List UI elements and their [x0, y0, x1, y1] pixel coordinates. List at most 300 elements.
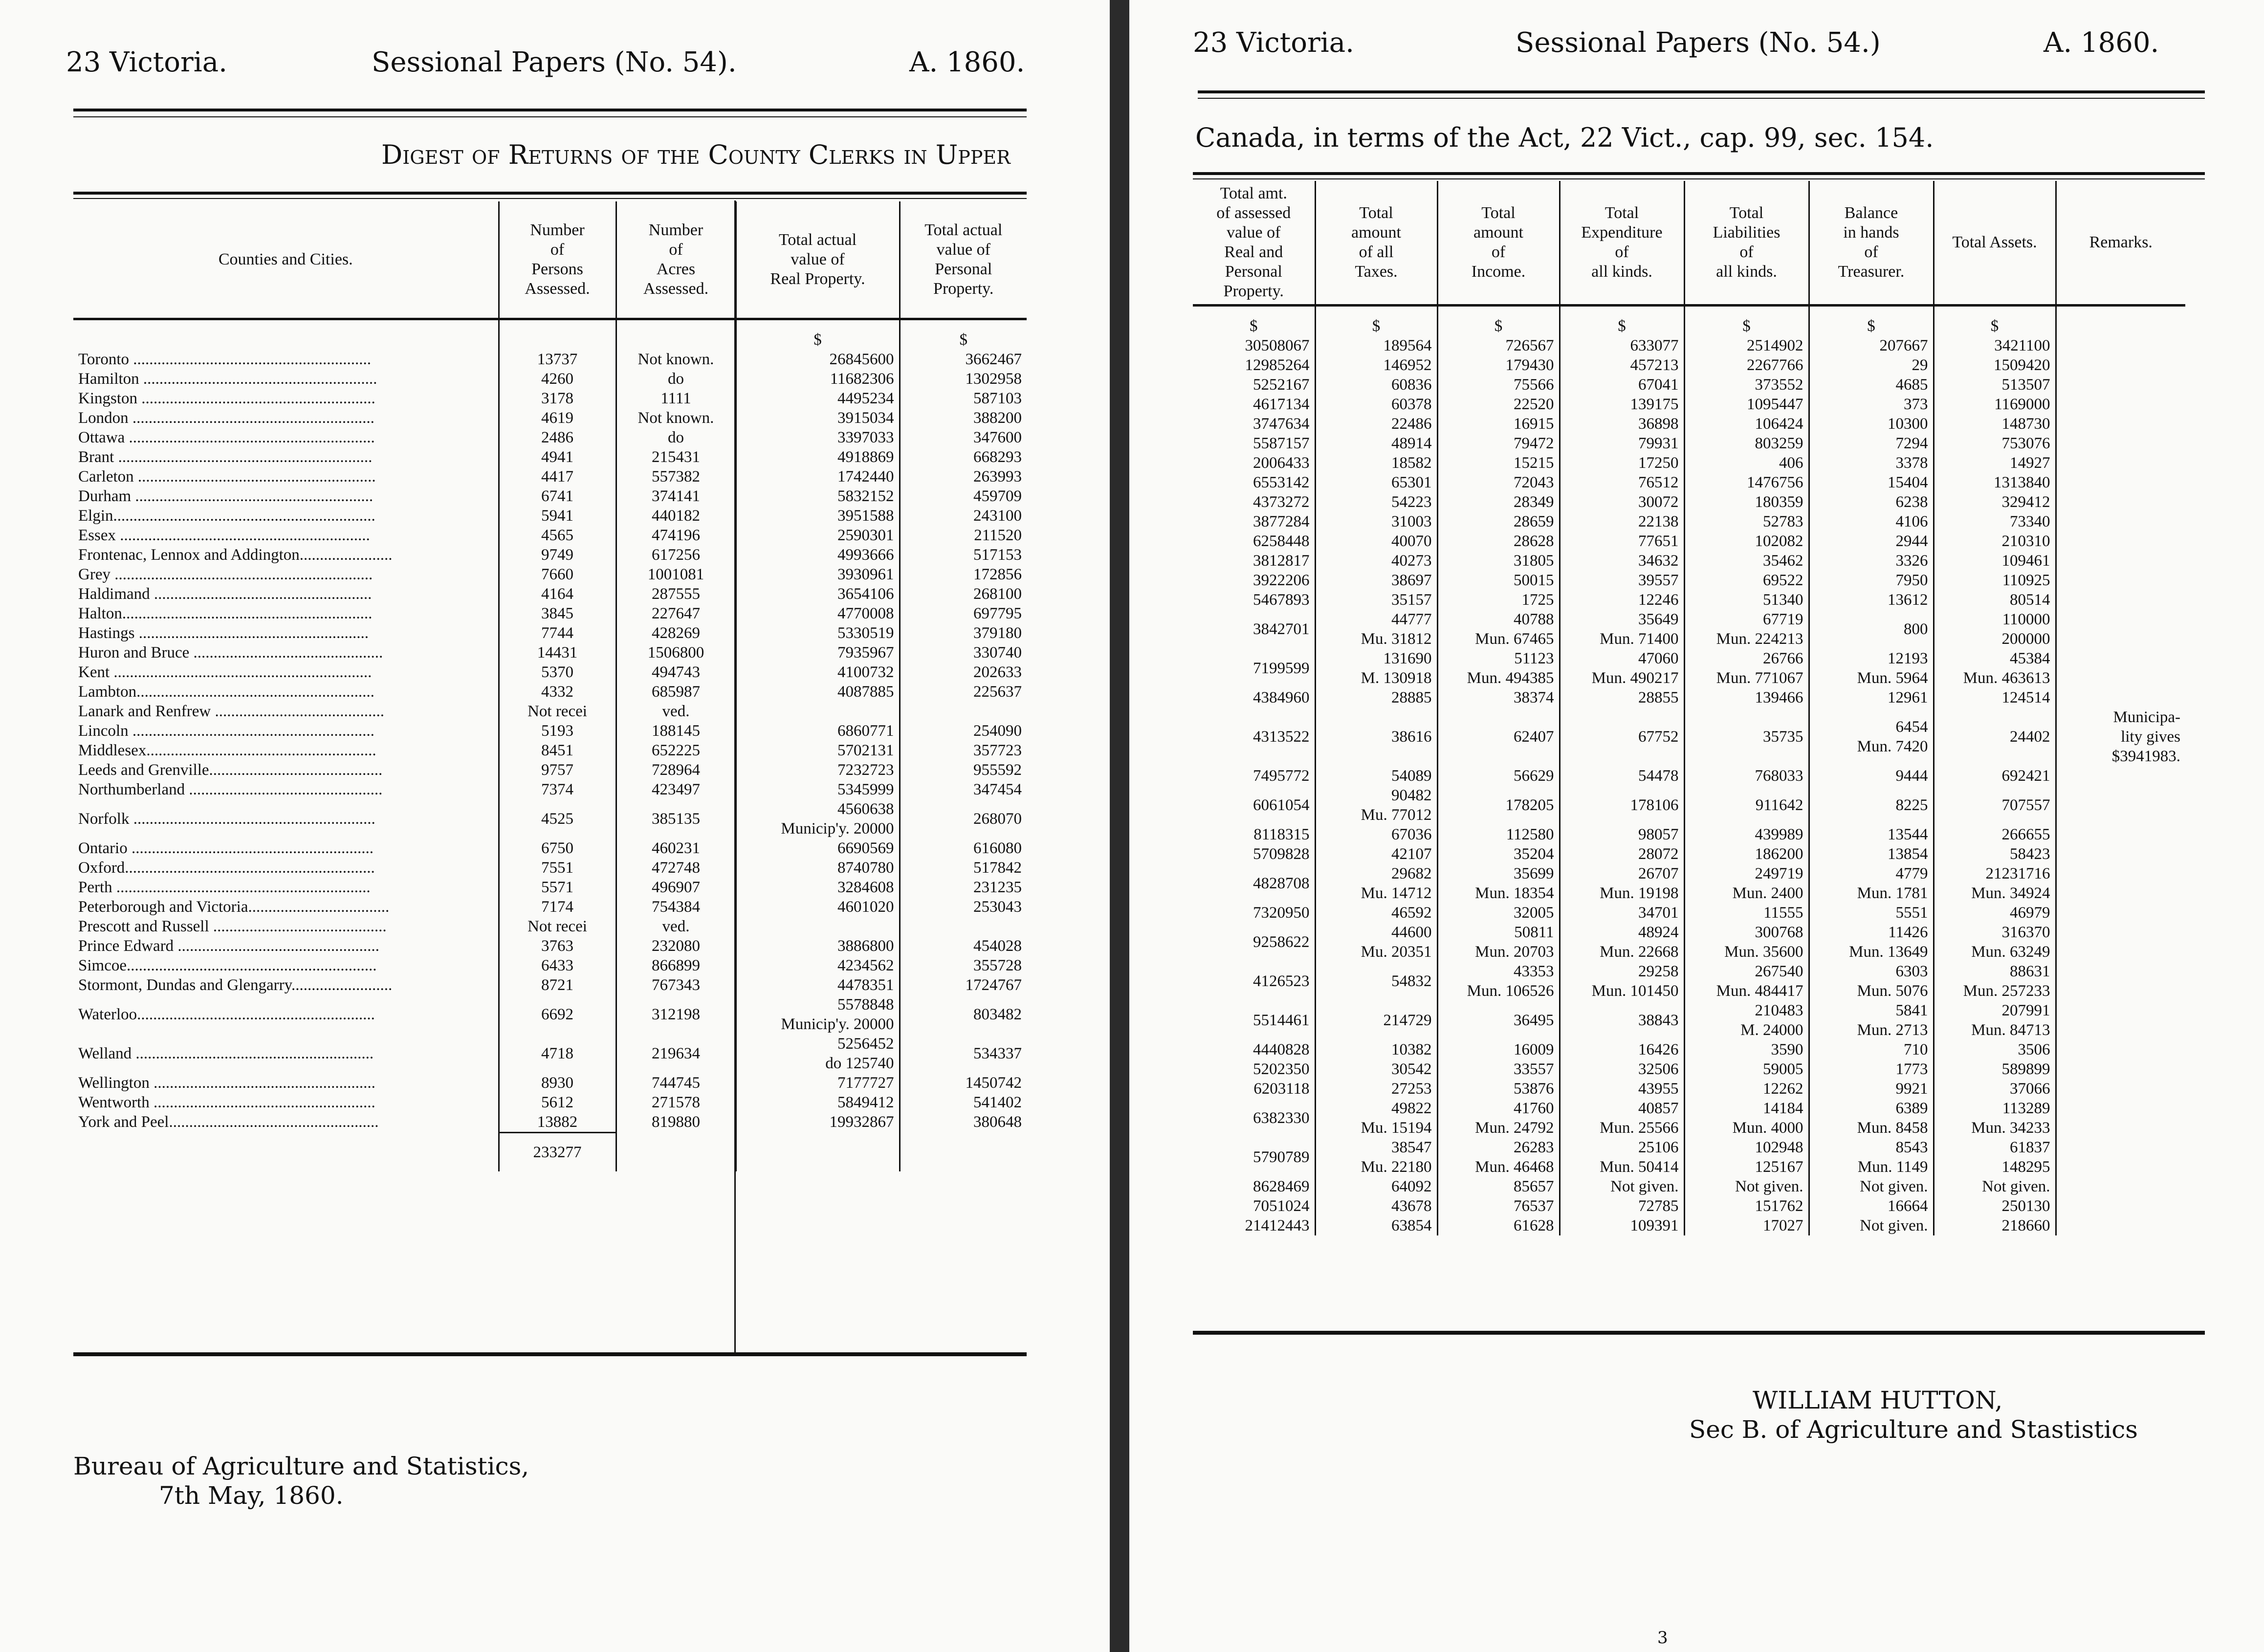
- value-cell: ved.: [616, 917, 736, 936]
- value-cell: 27253: [1315, 1079, 1437, 1099]
- value-cell: 16426: [1560, 1040, 1684, 1059]
- table-row: [73, 721, 1027, 741]
- value-cell: 90482 Mu. 77012: [1315, 786, 1437, 825]
- value-cell: 692421: [1934, 766, 2056, 786]
- value-cell: 589899: [1934, 1059, 2056, 1079]
- value-cell: 28855: [1560, 688, 1684, 707]
- column-header: Total amt. of assessed value of Real and Personal Property.: [1193, 181, 1315, 306]
- value-cell: 54832: [1315, 962, 1437, 1001]
- county-name-cell: Lanark and Renfrew ..........................................: [78, 702, 384, 720]
- value-cell: 6750: [499, 838, 616, 858]
- value-cell: [2056, 492, 2185, 512]
- value-cell: 4373272: [1253, 493, 1310, 511]
- value-cell: 40273: [1315, 551, 1437, 571]
- value-cell: 3421100: [1934, 336, 2056, 355]
- value-cell: 373552: [1684, 375, 1809, 395]
- value-cell: 4918869: [736, 447, 900, 467]
- value-cell: 5841 Mun. 2713: [1809, 1001, 1934, 1040]
- table-row: [1193, 844, 2185, 864]
- county-name-cell: Prince Edward ..................................................: [78, 937, 379, 955]
- value-cell: 64092: [1315, 1177, 1437, 1196]
- value-cell: 53876: [1437, 1079, 1560, 1099]
- value-cell: 4106: [1809, 512, 1934, 531]
- value-cell: 728964: [616, 760, 736, 780]
- county-name-cell: Welland ...........................................................: [78, 1044, 374, 1062]
- value-cell: 29: [1809, 355, 1934, 375]
- value-cell: 4525: [499, 799, 616, 838]
- value-cell: 768033: [1684, 766, 1809, 786]
- value-cell: 46592: [1315, 903, 1437, 923]
- value-cell: 243100: [900, 506, 1027, 526]
- value-cell: 316370 Mun. 63249: [1934, 923, 2056, 962]
- value-cell: Not recei: [499, 702, 616, 721]
- title-rule: [73, 192, 1027, 195]
- value-cell: 8451: [499, 741, 616, 760]
- table-row: [1193, 962, 2185, 1001]
- value-cell: 4941: [499, 447, 616, 467]
- value-cell: [2056, 590, 2185, 610]
- unit-label: $: [736, 319, 900, 350]
- table-row: [73, 936, 1027, 956]
- value-cell: 8225: [1809, 786, 1934, 825]
- table-row: [1193, 453, 2185, 473]
- total-cell: [73, 1132, 499, 1171]
- county-name-cell: Peterborough and Victoria...................................: [78, 898, 390, 916]
- value-cell: 457213: [1560, 355, 1684, 375]
- value-cell: 179430: [1437, 355, 1560, 375]
- value-cell: 40070: [1315, 531, 1437, 551]
- table-row: [73, 369, 1027, 389]
- value-cell: 12246: [1560, 590, 1684, 610]
- value-cell: 180359: [1684, 492, 1809, 512]
- value-cell: 79931: [1560, 434, 1684, 453]
- value-cell: 67719 Mun. 224213: [1684, 610, 1809, 649]
- unit-label: [499, 319, 616, 350]
- value-cell: 5370: [499, 662, 616, 682]
- value-cell: 12961: [1809, 688, 1934, 707]
- county-name-cell: Haldimand ......................................................: [78, 585, 372, 603]
- left-data-table: [73, 201, 1027, 1171]
- value-cell: 4617134: [1253, 396, 1310, 413]
- value-cell: 7950: [1809, 571, 1934, 590]
- county-name-cell: Lambton...........................................................: [78, 683, 374, 701]
- value-cell: 330740: [900, 643, 1027, 662]
- value-cell: 63854: [1315, 1216, 1437, 1235]
- table-bottom-rule-right: [1193, 1331, 2205, 1335]
- value-cell: 4779 Mun. 1781: [1809, 864, 1934, 903]
- value-cell: 139175: [1560, 395, 1684, 414]
- header-session-right: 23 Victoria.: [1193, 27, 1354, 59]
- column-header: Number of Persons Assessed.: [499, 201, 616, 319]
- value-cell: 6238: [1809, 492, 1934, 512]
- table-row: [1193, 531, 2185, 551]
- table-row: [73, 1073, 1027, 1093]
- value-cell: [2056, 766, 2185, 786]
- value-cell: [2056, 531, 2185, 551]
- value-cell: 172856: [900, 565, 1027, 584]
- value-cell: [2056, 786, 2185, 825]
- table-row: [1193, 1099, 2185, 1138]
- value-cell: 3922206: [1253, 572, 1310, 589]
- value-cell: 2944: [1809, 531, 1934, 551]
- county-name-cell: Elgin.................................................................: [78, 507, 375, 525]
- value-cell: 3930961: [736, 565, 900, 584]
- value-cell: 40857 Mun. 25566: [1560, 1099, 1684, 1138]
- value-cell: Not recei: [499, 917, 616, 936]
- value-cell: 1506800: [616, 643, 736, 662]
- county-name-cell: Grey ................................................................: [78, 565, 373, 583]
- value-cell: 49822 Mu. 15194: [1315, 1099, 1437, 1138]
- value-cell: 38616: [1315, 707, 1437, 766]
- county-name-cell: Kent ................................................................: [78, 663, 372, 681]
- right-data-table: [1193, 181, 2185, 1235]
- date-footer: 7th May, 1860.: [159, 1481, 344, 1510]
- value-cell: 268070: [900, 799, 1027, 838]
- value-cell: 800: [1809, 610, 1934, 649]
- value-cell: 14184 Mun. 4000: [1684, 1099, 1809, 1138]
- value-cell: Not given.: [1809, 1216, 1934, 1235]
- value-cell: 12193 Mun. 5964: [1809, 649, 1934, 688]
- table-row: [1193, 786, 2185, 825]
- value-cell: [2056, 1040, 2185, 1059]
- value-cell: 16915: [1437, 414, 1560, 434]
- table-row: [1193, 707, 2185, 766]
- value-cell: 616080: [900, 838, 1027, 858]
- value-cell: 5612: [499, 1093, 616, 1112]
- value-cell: 7660: [499, 565, 616, 584]
- value-cell: 1742440: [736, 467, 900, 486]
- value-cell: 347454: [900, 780, 1027, 799]
- table-row: [73, 350, 1027, 369]
- value-cell: 67036: [1315, 825, 1437, 844]
- value-cell: 22486: [1315, 414, 1437, 434]
- value-cell: 3590: [1684, 1040, 1809, 1059]
- value-cell: 300768 Mun. 35600: [1684, 923, 1809, 962]
- value-cell: 58423: [1934, 844, 2056, 864]
- column-header: Total actual value of Personal Property.: [900, 201, 1027, 319]
- value-cell: 28349: [1437, 492, 1560, 512]
- value-cell: [2056, 1099, 2185, 1138]
- value-cell: 22520: [1437, 395, 1560, 414]
- unit-label: $: [1315, 306, 1437, 336]
- value-cell: 35699 Mun. 18354: [1437, 864, 1560, 903]
- table-row: [1193, 1040, 2185, 1059]
- unit-label: $: [1437, 306, 1560, 336]
- value-cell: 9757: [499, 760, 616, 780]
- value-cell: 373: [1809, 395, 1934, 414]
- value-cell: 668293: [900, 447, 1027, 467]
- value-cell: 1169000: [1934, 395, 2056, 414]
- value-cell: 5709828: [1253, 845, 1310, 863]
- county-name-cell: Simcoe..............................................................: [78, 956, 377, 974]
- book-spine: [1110, 0, 1129, 1652]
- value-cell: 38697: [1315, 571, 1437, 590]
- value-cell: 32506: [1560, 1059, 1684, 1079]
- value-cell: 88631 Mun. 257233: [1934, 962, 2056, 1001]
- value-cell: 207991 Mun. 84713: [1934, 1001, 2056, 1040]
- value-cell: 7177727: [736, 1073, 900, 1093]
- value-cell: 26707 Mun. 19198: [1560, 864, 1684, 903]
- value-cell: 19932867: [736, 1112, 900, 1133]
- value-cell: 69522: [1684, 571, 1809, 590]
- value-cell: 98057: [1560, 825, 1684, 844]
- value-cell: 14431: [499, 643, 616, 662]
- value-cell: 67041: [1560, 375, 1684, 395]
- table-row: [1193, 649, 2185, 688]
- value-cell: 911642: [1684, 786, 1809, 825]
- value-cell: 6061054: [1253, 796, 1310, 814]
- county-name-cell: Hastings .........................................................: [78, 624, 369, 642]
- value-cell: 186200: [1684, 844, 1809, 864]
- value-cell: 4440828: [1253, 1041, 1310, 1058]
- value-cell: ved.: [616, 702, 736, 721]
- value-cell: 4417: [499, 467, 616, 486]
- county-name-cell: London ............................................................: [78, 409, 374, 427]
- value-cell: 287555: [616, 584, 736, 604]
- value-cell: 5551: [1809, 903, 1934, 923]
- value-cell: 80514: [1934, 590, 2056, 610]
- table-row: [73, 1034, 1027, 1073]
- table-row: [1193, 610, 2185, 649]
- table-row: [1193, 903, 2185, 923]
- value-cell: 32005: [1437, 903, 1560, 923]
- value-cell: [2056, 414, 2185, 434]
- county-name-cell: York and Peel....................................................: [78, 1113, 379, 1131]
- county-name-cell: Brant ...............................................................: [78, 448, 373, 466]
- value-cell: 43353 Mun. 106526: [1437, 962, 1560, 1001]
- value-cell: 1509420: [1934, 355, 2056, 375]
- table-row: [1193, 590, 2185, 610]
- value-cell: 357723: [900, 741, 1027, 760]
- table-row: [1193, 1138, 2185, 1177]
- value-cell: [736, 917, 900, 936]
- value-cell: 866899: [616, 956, 736, 975]
- table-row: [73, 408, 1027, 428]
- unit-label: $: [1684, 306, 1809, 336]
- value-cell: 253043: [900, 897, 1027, 917]
- table-row: [1193, 923, 2185, 962]
- county-name-cell: Ontario ............................................................: [78, 839, 374, 857]
- table-row: [73, 428, 1027, 447]
- value-cell: 227647: [616, 604, 736, 623]
- value-cell: 73340: [1934, 512, 2056, 531]
- value-cell: 4478351: [736, 975, 900, 995]
- value-cell: 329412: [1934, 492, 2056, 512]
- county-name-cell: Waterloo...........................................................: [78, 1005, 375, 1023]
- value-cell: 202633: [900, 662, 1027, 682]
- value-cell: 7744: [499, 623, 616, 643]
- column-header: Total Expenditure of all kinds.: [1560, 181, 1684, 306]
- value-cell: 60378: [1315, 395, 1437, 414]
- value-cell: 151762: [1684, 1196, 1809, 1216]
- value-cell: 38843: [1560, 1001, 1684, 1040]
- value-cell: 955592: [900, 760, 1027, 780]
- value-cell: [2056, 571, 2185, 590]
- value-cell: 767343: [616, 975, 736, 995]
- value-cell: 109391: [1560, 1216, 1684, 1235]
- county-name-cell: Wentworth .......................................................: [78, 1093, 375, 1111]
- value-cell: 102948 125167: [1684, 1138, 1809, 1177]
- county-name-cell: Halton..............................................................: [78, 604, 373, 622]
- value-cell: [2056, 512, 2185, 531]
- value-cell: 4601020: [736, 897, 900, 917]
- value-cell: 48924 Mun. 22668: [1560, 923, 1684, 962]
- value-cell: 35462: [1684, 551, 1809, 571]
- value-cell: 6203118: [1253, 1080, 1310, 1098]
- value-cell: 4260: [499, 369, 616, 389]
- value-cell: 16009: [1437, 1040, 1560, 1059]
- value-cell: 47060 Mun. 490217: [1560, 649, 1684, 688]
- value-cell: [2056, 1196, 2185, 1216]
- column-header: Total actual value of Real Property.: [736, 201, 900, 319]
- value-cell: 61628: [1437, 1216, 1560, 1235]
- value-cell: 753076: [1934, 434, 2056, 453]
- value-cell: 37066: [1934, 1079, 2056, 1099]
- value-cell: 56629: [1437, 766, 1560, 786]
- value-cell: 4384960: [1253, 689, 1310, 706]
- value-cell: 541402: [900, 1093, 1027, 1112]
- value-cell: 218660: [1934, 1216, 2056, 1235]
- value-cell: 59005: [1684, 1059, 1809, 1079]
- value-cell: 517842: [900, 858, 1027, 878]
- value-cell: 1476756: [1684, 473, 1809, 492]
- table-row: [73, 662, 1027, 682]
- table-row: [73, 545, 1027, 565]
- value-cell: 379180: [900, 623, 1027, 643]
- value-cell: 6553142: [1253, 474, 1310, 491]
- value-cell: 50811 Mun. 20703: [1437, 923, 1560, 962]
- county-name-cell: Leeds and Grenville...........................................: [78, 761, 383, 779]
- value-cell: do: [616, 369, 736, 389]
- value-cell: 4087885: [736, 682, 900, 702]
- value-cell: 3397033: [736, 428, 900, 447]
- value-cell: 40788 Mun. 67465: [1437, 610, 1560, 649]
- unit-label: $: [1809, 306, 1934, 336]
- value-cell: 25106 Mun. 50414: [1560, 1138, 1684, 1177]
- left-page: [0, 0, 1110, 1652]
- value-cell: [2056, 844, 2185, 864]
- value-cell: 7051024: [1253, 1197, 1310, 1215]
- value-cell: 4126523: [1253, 972, 1310, 990]
- unit-label: $: [1250, 317, 1258, 335]
- value-cell: [900, 917, 1027, 936]
- value-cell: 52783: [1684, 512, 1809, 531]
- value-cell: 652225: [616, 741, 736, 760]
- table-row: [73, 702, 1027, 721]
- value-cell: 31003: [1315, 512, 1437, 531]
- value-cell: 3178: [499, 389, 616, 408]
- table-row: [73, 1093, 1027, 1112]
- value-cell: 263993: [900, 467, 1027, 486]
- table-row: [1193, 414, 2185, 434]
- value-cell: 380648: [900, 1112, 1027, 1133]
- value-cell: 13737: [499, 350, 616, 369]
- value-cell: 3284608: [736, 878, 900, 897]
- value-cell: 474196: [616, 526, 736, 545]
- value-cell: 355728: [900, 956, 1027, 975]
- value-cell: 6454 Mun. 7420: [1809, 707, 1934, 766]
- table-row: [1193, 395, 2185, 414]
- table-title-continued: Canada, in terms of the Act, 22 Vict., cap. 99, sec. 154.: [1195, 122, 1934, 153]
- table-row: [73, 623, 1027, 643]
- value-cell: 8628469: [1253, 1178, 1310, 1195]
- header-year: A. 1860.: [909, 46, 1025, 78]
- value-cell: [2056, 923, 2185, 962]
- value-cell: [2056, 610, 2185, 649]
- value-cell: 42107: [1315, 844, 1437, 864]
- value-cell: do: [616, 428, 736, 447]
- value-cell: 5578848 Municip'y. 20000: [736, 995, 900, 1034]
- county-name-cell: Hamilton ..........................................................: [78, 370, 377, 388]
- value-cell: 454028: [900, 936, 1027, 956]
- county-name-cell: Northumberland ................................................: [78, 780, 383, 798]
- value-cell: 4993666: [736, 545, 900, 565]
- table-row: [73, 682, 1027, 702]
- value-cell: 11555: [1684, 903, 1809, 923]
- header-rule: [73, 109, 1027, 111]
- value-cell: 15215: [1437, 453, 1560, 473]
- value-cell: 9258622: [1253, 933, 1310, 951]
- table-row: [1193, 1001, 2185, 1040]
- value-cell: 496907: [616, 878, 736, 897]
- value-cell: 77651: [1560, 531, 1684, 551]
- signature-name: WILLIAM HUTTON,: [1753, 1386, 2003, 1414]
- value-cell: 4313522: [1253, 728, 1310, 746]
- table-row: [73, 858, 1027, 878]
- value-cell: 54089: [1315, 766, 1437, 786]
- value-cell: 131690 M. 130918: [1315, 649, 1437, 688]
- value-cell: 819880: [616, 1112, 736, 1133]
- value-cell: 3877284: [1253, 513, 1310, 530]
- county-name-cell: Huron and Bruce ...............................................: [78, 643, 383, 661]
- value-cell: 707557: [1934, 786, 2056, 825]
- value-cell: [2056, 355, 2185, 375]
- value-cell: 35157: [1315, 590, 1437, 610]
- table-row: [1193, 864, 2185, 903]
- value-cell: 406: [1684, 453, 1809, 473]
- value-cell: 5252167: [1253, 376, 1310, 394]
- column-header: Counties and Cities.: [73, 201, 499, 319]
- value-cell: 60836: [1315, 375, 1437, 395]
- value-cell: 4234562: [736, 956, 900, 975]
- value-cell: 5330519: [736, 623, 900, 643]
- value-cell: 2267766: [1684, 355, 1809, 375]
- table-row: [1193, 512, 2185, 531]
- value-cell: 38374: [1437, 688, 1560, 707]
- value-cell: 106424: [1684, 414, 1809, 434]
- value-cell: 232080: [616, 936, 736, 956]
- value-cell: 50015: [1437, 571, 1560, 590]
- value-cell: 7232723: [736, 760, 900, 780]
- value-cell: 30508067: [1245, 337, 1310, 354]
- value-cell: Not given.: [1560, 1177, 1684, 1196]
- table-row: [1193, 1177, 2185, 1196]
- total-cell: [900, 1132, 1027, 1171]
- value-cell: 21231716 Mun. 34924: [1934, 864, 2056, 903]
- value-cell: 3506: [1934, 1040, 2056, 1059]
- table-row: [73, 760, 1027, 780]
- value-cell: 513507: [1934, 375, 2056, 395]
- value-cell: 45384 Mun. 463613: [1934, 649, 2056, 688]
- value-cell: 2514902: [1684, 336, 1809, 355]
- value-cell: 2486: [499, 428, 616, 447]
- table-bottom-rule: [73, 1352, 1027, 1356]
- table-row: [73, 995, 1027, 1034]
- value-cell: 139466: [1684, 688, 1809, 707]
- table-row: [1193, 1059, 2185, 1079]
- value-cell: 557382: [616, 467, 736, 486]
- table-row: [1193, 571, 2185, 590]
